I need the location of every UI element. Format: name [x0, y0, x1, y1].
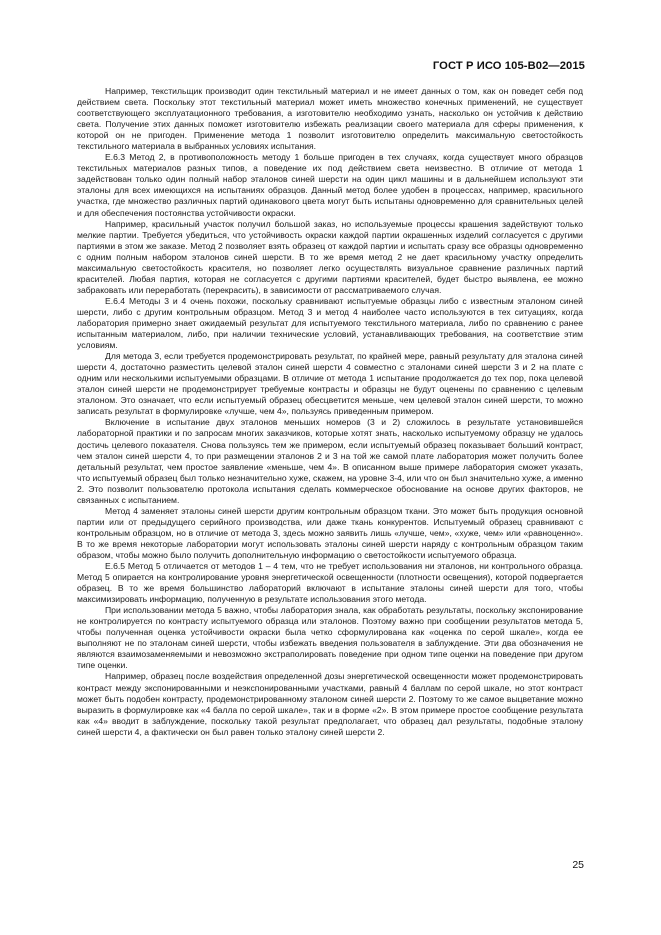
paragraph: При использовании метода 5 важно, чтобы лаборатория знала, как обработать результаты, поскольку экспонирование не контролируется по контрасту испытуемого образца или эталонов. Поэтому важно при сообщении результатов метода 5, чтобы полученная оценка устойчивости окраски была четко сформулирована как «оценка по серой шкале», когда ее выполняют не по эталонам синей шерсти, чтобы избежать введения пользователя в заблуждение. Эти два обозначения не являются взаимозаменяемыми и невозможно экстраполировать поведение при одном типе оценки на поведение при другом типе оценки. [77, 605, 583, 671]
paragraph: Е.6.3 Метод 2, в противоположность методу 1 больше пригоден в тех случаях, когда существует много образцов текстильных материалов разных типов, а поведение их под действием света неизвестно. В отличие от метода 1 задействован только один полный набор эталонов синей шерсти на один цикл машины и в дальнейшем используют эти эталоны для всех имеющихся на испытаниях образцов. Данный метод более удобен в процессах, например, красильного участка, где множество различных партий одинакового цвета могут быть испытаны одновременно для сравнительных целей и для обеспечения постоянства устойчивости окраски. [77, 152, 583, 218]
paragraph: Например, красильный участок получил большой заказ, но используемые процессы крашения задействуют только мелкие партии. Требуется убедиться, что устойчивость окраски каждой партии окрашенных изделий согласуется с другими партиями в этом же заказе. Метод 2 позволяет взять образец от каждой партии и испытать сразу все образцы одновременно с одним полным набором эталонов синей шерсти. В то же время метод 2 не дает красильному участку определить максимальную светостойкость красителя, но позволяет легко осуществлять визуальное сравнение различных партий красителей. Любая партия, которая не согласуется с другими партиями красителей, будет быстро выявлена, ее можно забраковать или переработать (перекрасить), в зависимости от рассматриваемого случая. [77, 218, 583, 295]
paragraph: Например, образец после воздействия определенной дозы энергетической освещенности может продемонстрировать контраст между экспонированными и неэкспонированными участками, равный 4 баллам по серой шкале, но этот контраст может быть подобен контрасту, продемонстрированному эталоном синей шерсти 2. Поэтому то же самое выцветание можно выразить в формулировке как «4 балла по серой шкале», так и в форме «2». В этом примере простое сообщение результата как «4» вводит в заблуждение, поскольку такой результат предполагает, что образец дал результаты, подобные эталону синей шерсти 4, а фактически он был равен только эталону синей шерсти 2. [77, 671, 583, 737]
standard-header: ГОСТ Р ИСО 105-В02—2015 [432, 60, 585, 72]
paragraph: Включение в испытание двух эталонов меньших номеров (3 и 2) сложилось в результате установившейся лабораторной практики и по запросам многих заказчиков, которые хотят знать, насколько испытуемому образцу не удалось достичь целевого показателя. Снова пользуясь тем же примером, если испытуемый образец показывает больший контраст, чем эталон синей шерсти 4, то при размещении эталонов 2 и 3 на той же самой плате лаборатория может получить более детальный результат, чем простое заявление «меньше, чем 4». В описанном выше примере лаборатория сможет указать, что испытуемый образец был только незначительно хуже, скажем, на уровне 3-4, или что он был значительно хуже, а именно 2. Это позволит пользователю протокола испытания сделать коммерческое обоснование на основе других факторов, не связанных с испытанием. [77, 417, 583, 505]
paragraph: Например, текстильщик производит один текстильный материал и не имеет данных о том, как он поведет себя под действием света. Поскольку этот текстильный материал может иметь множество конечных применений, не существует соответствующего эксплуатационного требования, а изготовителю необходимо узнать, насколько он устойчив к действию света. Получение этих данных поможет изготовителю избежать реализации своего материала для сферы применения, к которой он не пригоден. Применение метода 1 позволит изготовителю определить максимальную светостойкость текстильного материала в выбранных условиях испытания. [77, 86, 583, 152]
paragraph: Метод 4 заменяет эталоны синей шерсти другим контрольным образцом ткани. Это может быть продукция основной партии или от предыдущего серийного производства, или даже ткань конкурентов. Испытуемый образец сравнивают с контрольным образцом, но в отличие от метода 3, здесь можно заявить лишь «лучше, чем», «хуже, чем» или «равноценно». В то же время некоторые лаборатории могут использовать эталоны синей шерсти наряду с контрольным образцом таким образом, чтобы можно было получить дополнительную информацию о светостойкости испытуемого образца. [77, 505, 583, 560]
paragraph: Е.6.4 Методы 3 и 4 очень похожи, поскольку сравнивают испытуемые образцы либо с известным эталоном синей шерсти, либо с другим контрольным образцом. Метод 3 и метод 4 наиболее часто используются в тех ситуациях, когда лаборатория примерно знает ожидаемый результат для испытуемого текстильного материала, либо по сравнению с ранее испытанным материалом, либо, при наличии технические условий, устанавливающих требования, на соответствие этим условиям. [77, 295, 583, 351]
paragraph: Для метода 3, если требуется продемонстрировать результат, по крайней мере, равный результату для эталона синей шерсти 4, достаточно разместить целевой эталон синей шерсти 4 совместно с эталонами синей шерсти 3 и 2 на плате с одним или несколькими испытуемыми образцами. В отличие от метода 1 испытание продолжается до тех пор, пока целевой эталон синей шерсти не продемонстрирует требуемые контрасты и образцы не будут оценены по сравнению с целевым эталоном. Это означает, что если испытуемый образец обесцветится меньше, чем целевой эталон синей шерсти, то можно записать результат в формулировке «лучше, чем 4», пользуясь приведенным примером. [77, 351, 583, 417]
body-text [77, 86, 583, 738]
paragraph: Е.6.5 Метод 5 отличается от методов 1 – 4 тем, что не требует использования ни эталонов, ни контрольного образца. Метод 5 опирается на контролирование уровня энергетической освещенности (плотности освещения), которой подвергается образец. В то же время большинство лабораторий включают в испытание эталоны синей шерсти для того, чтобы максимизировать информацию, полученную в результате использования этого метода. [77, 561, 583, 605]
page-number: 25 [572, 859, 584, 871]
